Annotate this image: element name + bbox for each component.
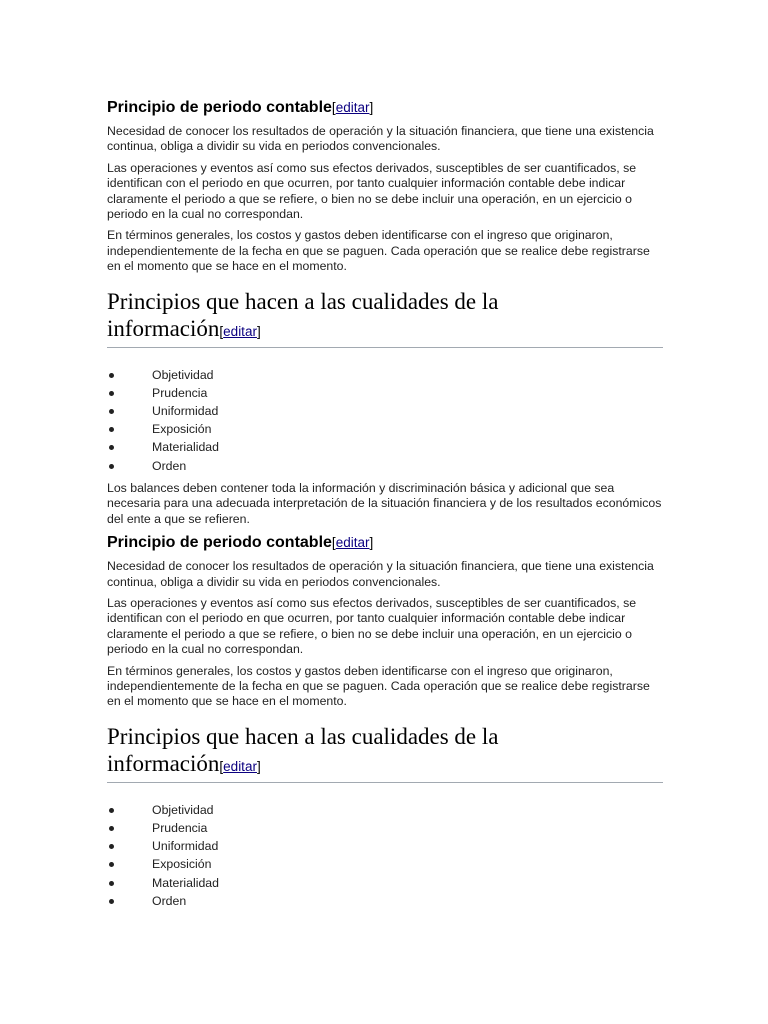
list-item-label: Uniformidad	[152, 404, 219, 419]
list-item	[107, 801, 663, 819]
edit-link[interactable]: editar	[223, 758, 257, 774]
bullet-icon	[109, 826, 114, 831]
paragraph: En términos generales, los costos y gastos deben identificarse con el ingreso que originaron, independientemente de la fecha en que se paguen. Cada operación que se realice debe registrarse en el momento que se hace en el momento.	[107, 228, 650, 274]
list-item	[107, 384, 663, 402]
list-item	[107, 874, 663, 892]
list-item-label: Exposición	[152, 422, 212, 437]
document-page	[107, 96, 663, 916]
list-item-label: Prudencia	[152, 820, 208, 835]
list-item-label: Prudencia	[152, 385, 208, 400]
list-item	[107, 438, 663, 456]
edit-section: [editar]	[331, 535, 374, 551]
principles-list	[107, 801, 663, 910]
paragraph: Necesidad de conocer los resultados de operación y la situación financiera, que tiene una existencia continua, obliga a dividir su vida en periodos convencionales.	[107, 559, 654, 589]
list-item-label: Exposición	[152, 857, 212, 872]
list-item-label: Objetividad	[152, 802, 214, 817]
paragraph: Las operaciones y eventos así como sus efectos derivados, susceptibles de ser cuantificados, se identifican con el periodo en que ocurren, por tanto cualquier información contable debe indicar claramente el periodo a que se refiere, o bien no se debe incluir una operación, en un ejercicio o periodo en la cual no correspondan.	[107, 160, 637, 222]
edit-section: [editar]	[219, 758, 261, 774]
edit-section: [editar]	[331, 100, 374, 115]
list-item-label: Objetividad	[152, 367, 214, 382]
bullet-icon	[109, 464, 114, 469]
edit-link[interactable]: editar	[223, 323, 257, 339]
edit-link[interactable]: editar	[335, 535, 370, 551]
list-item	[107, 855, 663, 873]
bullet-icon	[109, 862, 114, 867]
paragraph: Los balances deben contener toda la información y discriminación básica y adicional que sea necesaria para una adecuada interpretación de la situación financiera y de los resultados económicos del ente a que se refieren.	[107, 480, 662, 526]
principles-list	[107, 366, 663, 475]
list-item	[107, 457, 663, 475]
bullet-icon	[109, 409, 114, 414]
bullet-icon	[109, 445, 114, 450]
heading-text-line1: Principios que hacen a las cualidades de la	[107, 288, 499, 314]
edit-link[interactable]: editar	[335, 100, 370, 115]
bullet-icon	[109, 844, 114, 849]
edit-section: [editar]	[219, 323, 261, 339]
bullet-icon	[109, 391, 114, 396]
section-heading-periodo-contable	[107, 98, 663, 118]
bullet-icon	[109, 373, 114, 378]
heading-text-line2: información	[107, 750, 220, 776]
section-heading-periodo-contable	[107, 533, 663, 553]
list-item	[107, 837, 663, 855]
section-heading-cualidades	[107, 723, 663, 783]
heading-text-line1: Principios que hacen a las cualidades de la	[107, 723, 499, 749]
bullet-icon	[109, 899, 114, 904]
heading-text-line2: información	[107, 315, 220, 341]
list-item	[107, 892, 663, 910]
heading-text: Principio de periodo contable	[107, 99, 332, 116]
section-heading-cualidades	[107, 288, 663, 348]
list-item	[107, 366, 663, 384]
paragraph: Las operaciones y eventos así como sus efectos derivados, susceptibles de ser cuantificados, se identifican con el periodo en que ocurren, por tanto cualquier información contable debe indicar claramente el periodo a que se refiere, o bien no se debe incluir una operación, en un ejercicio o periodo en la cual no correspondan.	[107, 595, 637, 657]
bullet-icon	[109, 881, 114, 886]
heading-text: Principio de periodo contable	[107, 534, 332, 552]
list-item-label: Orden	[152, 893, 187, 908]
list-item	[107, 420, 663, 438]
list-item-label: Orden	[152, 458, 187, 473]
list-item	[107, 819, 663, 837]
list-item-label: Materialidad	[152, 875, 219, 890]
list-item-label: Materialidad	[152, 440, 219, 455]
bullet-icon	[109, 808, 114, 813]
paragraph: Necesidad de conocer los resultados de operación y la situación financiera, que tiene una existencia continua, obliga a dividir su vida en periodos convencionales.	[107, 124, 654, 154]
paragraph: En términos generales, los costos y gastos deben identificarse con el ingreso que originaron, independientemente de la fecha en que se paguen. Cada operación que se realice debe registrarse en el momento que se hace en el momento.	[107, 663, 650, 709]
list-item	[107, 402, 663, 420]
list-item-label: Uniformidad	[152, 839, 219, 854]
bullet-icon	[109, 427, 114, 432]
